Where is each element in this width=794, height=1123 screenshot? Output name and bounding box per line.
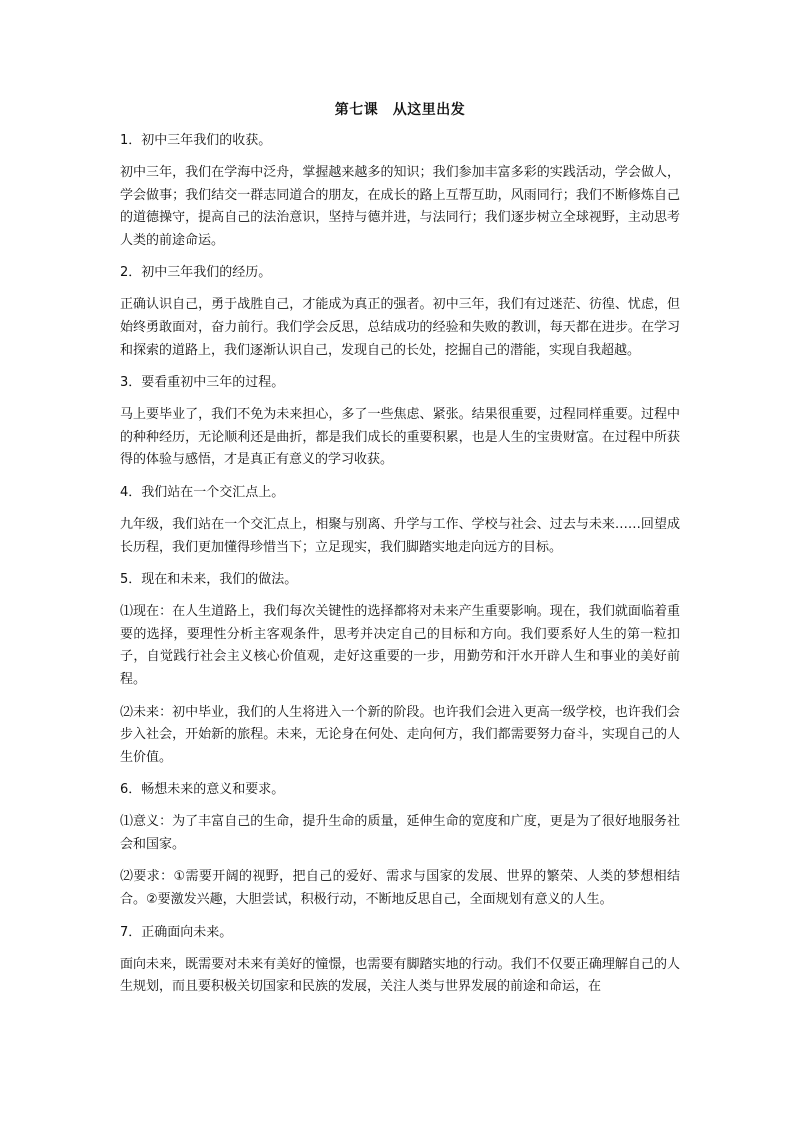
page-title: 第七课 从这里出发	[334, 102, 466, 118]
paragraph: 马上要毕业了，我们不免为未来担心，多了一些焦虑、紧张。结果很重要，过程同样重要。过程中的种种经历，无论顺利还是曲折，都是我们成长的重要积累，也是人生的宝贵财富。在过程中所获得的体验与感悟，才是真正有意义的学习收获。	[120, 407, 680, 468]
section-heading: 3．要看重初中三年的过程。	[120, 375, 285, 391]
section-heading: 1．初中三年我们的收获。	[120, 133, 272, 148]
section-heading: 2．初中三年我们的经历。	[120, 265, 272, 281]
paragraph: 初中三年，我们在学海中泛舟，掌握越来越多的知识；我们参加丰富多彩的实践活动，学会做人，学会做事；我们结交一群志同道合的朋友，在成长的路上互帮互助，风雨同行；我们不断修炼自己的道德操守，提高自己的法治意识，坚持与德并进，与法同行；我们逐步树立全球视野，主动思考人类的前途命运。	[120, 165, 680, 248]
section-heading: 4．我们站在一个交汇点上。	[120, 484, 285, 500]
section-heading: 7．正确面向未来。	[120, 924, 233, 940]
section-heading: 5．现在和未来，我们的做法。	[120, 572, 298, 588]
paragraph: ⑵未来：初中毕业，我们的人生将进入一个新的阶段。也许我们会进入更高一级学校，也许我们会步入社会，开始新的旅程。未来，无论身在何处、走向何方，我们都需要努力奋斗，实现自己的人生价值。	[120, 704, 680, 765]
paragraph: ⑴现在：在人生道路上，我们每次关键性的选择都将对未来产生重要影响。现在，我们就面临着重要的选择，要理性分析主客观条件，思考并决定自己的目标和方向。我们要系好人生的第一粒扣子，自觉践行社会主义核心价值观，走好这重要的一步，用勤劳和汗水开辟人生和事业的美好前程。	[120, 604, 680, 687]
document-page	[120, 100, 680, 1009]
paragraph: 正确认识自己，勇于战胜自己，才能成为真正的强者。初中三年，我们有过迷茫、彷徨、忧虑，但始终勇敢面对，奋力前行。我们学会反思，总结成功的经验和失败的教训，每天都在进步。在学习和探索的道路上，我们逐渐认识自己，发现自己的长处，挖掘自己的潜能，实现自我超越。	[120, 297, 680, 358]
paragraph: 面向未来，既需要对未来有美好的憧憬，也需要有脚踏实地的行动。我们不仅要正确理解自己的人生规划，而且要积极关切国家和民族的发展，关注人类与世界发展的前途和命运，在	[120, 956, 680, 995]
paragraph: 九年级，我们站在一个交汇点上，相聚与别离、升学与工作、学校与社会、过去与未来……回望成长历程，我们更加懂得珍惜当下；立足现实，我们脚踏实地走向远方的目标。	[120, 516, 680, 555]
section-heading: 6．畅想未来的意义和要求。	[120, 782, 285, 798]
paragraph: ⑴意义：为了丰富自己的生命，提升生命的质量，延伸生命的宽度和广度，更是为了很好地服务社会和国家。	[120, 814, 680, 852]
paragraph: ⑵要求：①需要开阔的视野，把自己的爱好、需求与国家的发展、世界的繁荣、人类的梦想相结合。②要激发兴趣，大胆尝试，积极行动，不断地反思自己，全面规划有意义的人生。	[120, 869, 680, 908]
